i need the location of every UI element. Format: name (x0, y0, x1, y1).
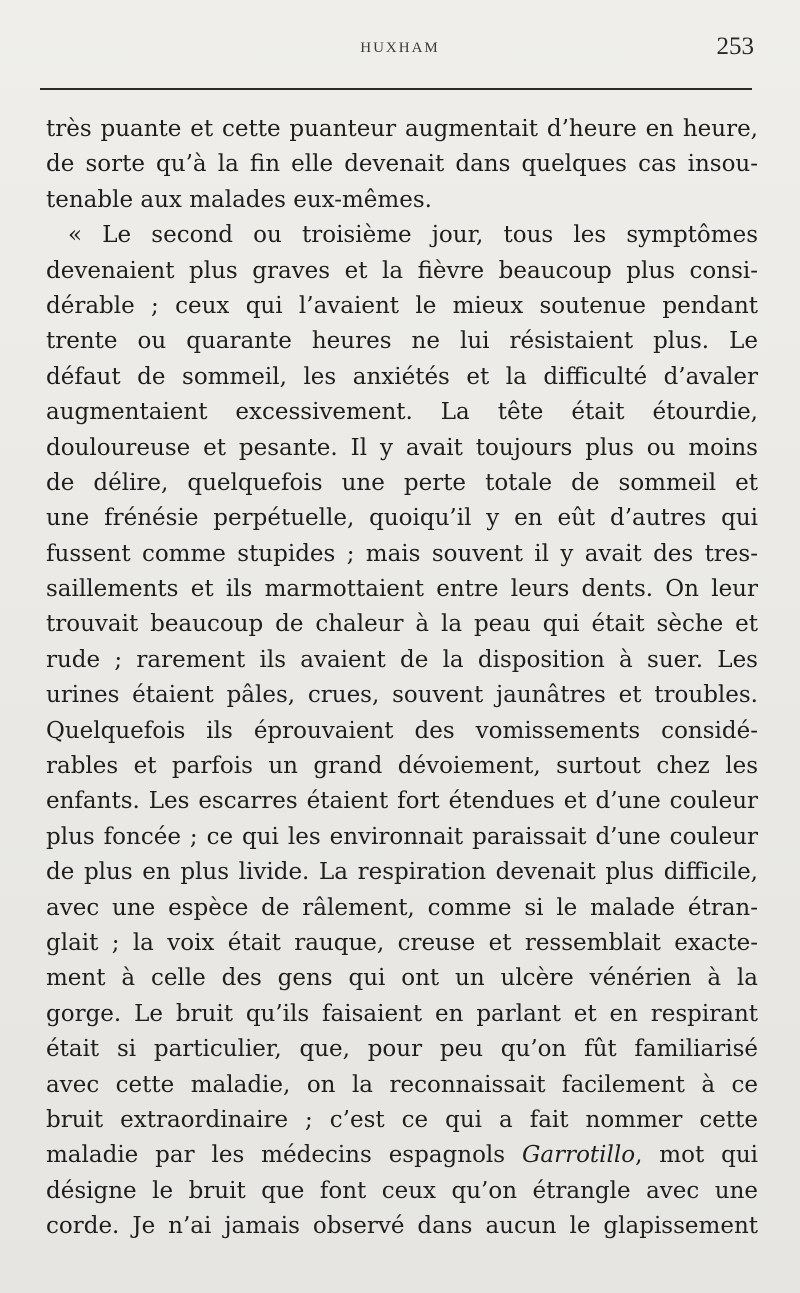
text-line: douloureuse et pesante. Il y avait toujours plus ou moins (46, 434, 758, 461)
text-line: corde. Je n’ai jamais observé dans aucun le glapissement (46, 1213, 758, 1240)
text-segment: , mot qui (635, 1142, 758, 1169)
page-number: 253 (716, 33, 754, 60)
text-line: plus foncée ; ce qui les environnait paraissait d’une couleur (46, 823, 758, 850)
text-line: dérable ; ceux qui l’avaient le mieux soutenue pendant (46, 292, 758, 319)
text-line: fussent comme stupides ; mais souvent il y avait des tres- (46, 540, 758, 567)
italic-term: Garrotillo (522, 1142, 636, 1169)
text-line: urines étaient pâles, crues, souvent jaunâtres et troubles. (46, 682, 758, 709)
text-line: ment à celle des gens qui ont un ulcère vénérien à la (46, 965, 758, 992)
text-line: trente ou quarante heures ne lui résistaient plus. Le (46, 328, 758, 355)
text-line: devenaient plus graves et la fièvre beaucoup plus consi- (46, 257, 758, 284)
text-line: tenable aux malades eux-mêmes. (46, 186, 432, 213)
text-line: de délire, quelquefois une perte totale de sommeil et (46, 469, 758, 496)
text-line: bruit extraordinaire ; c’est ce qui a fait nommer cette (46, 1106, 758, 1133)
text-line: trouvait beaucoup de chaleur à la peau qui était sèche et (46, 611, 758, 638)
text-line: avec une espèce de râlement, comme si le malade étran- (46, 894, 758, 921)
text-line: Quelquefois ils éprouvaient des vomissements considé- (46, 717, 758, 744)
running-title: HUXHAM (360, 40, 440, 56)
text-line: « Le second ou troisième jour, tous les symptômes (68, 222, 758, 249)
text-line: de sorte qu’à la fin elle devenait dans quelques cas insou- (46, 151, 758, 178)
text-line: saillements et ils marmottaient entre leurs dents. On leur (46, 576, 758, 603)
text-line: rude ; rarement ils avaient de la disposition à suer. Les (46, 646, 758, 673)
text-line: une frénésie perpétuelle, quoiqu’il y en eût d’autres qui (46, 505, 758, 532)
text-line: avec cette maladie, on la reconnaissait facilement à ce (46, 1071, 758, 1098)
text-line-mixed (46, 1138, 758, 1173)
header-rule (40, 88, 752, 90)
text-line: était si particulier, que, pour peu qu’on fût familiarisé (46, 1036, 758, 1063)
text-line: très puante et cette puanteur augmentait d’heure en heure, (46, 116, 758, 142)
text-line: désigne le bruit que font ceux qu’on étrangle avec une (46, 1177, 758, 1204)
text-segment: maladie par les médecins espagnols (46, 1142, 506, 1169)
body-text (46, 112, 758, 1245)
text-line: gorge. Le bruit qu’ils faisaient en parlant et en respirant (46, 1000, 758, 1027)
text-line: de plus en plus livide. La respiration devenait plus difficile, (46, 859, 758, 886)
text-line: rables et parfois un grand dévoiement, surtout chez les (46, 753, 758, 780)
text-line: glait ; la voix était rauque, creuse et ressemblait exacte- (46, 929, 758, 956)
text-line: augmentaient excessivement. La tête était étourdie, (46, 399, 758, 426)
text-line: enfants. Les escarres étaient fort étendues et d’une couleur (46, 788, 758, 815)
text-line: défaut de sommeil, les anxiétés et la difficulté d’avaler (46, 363, 758, 390)
